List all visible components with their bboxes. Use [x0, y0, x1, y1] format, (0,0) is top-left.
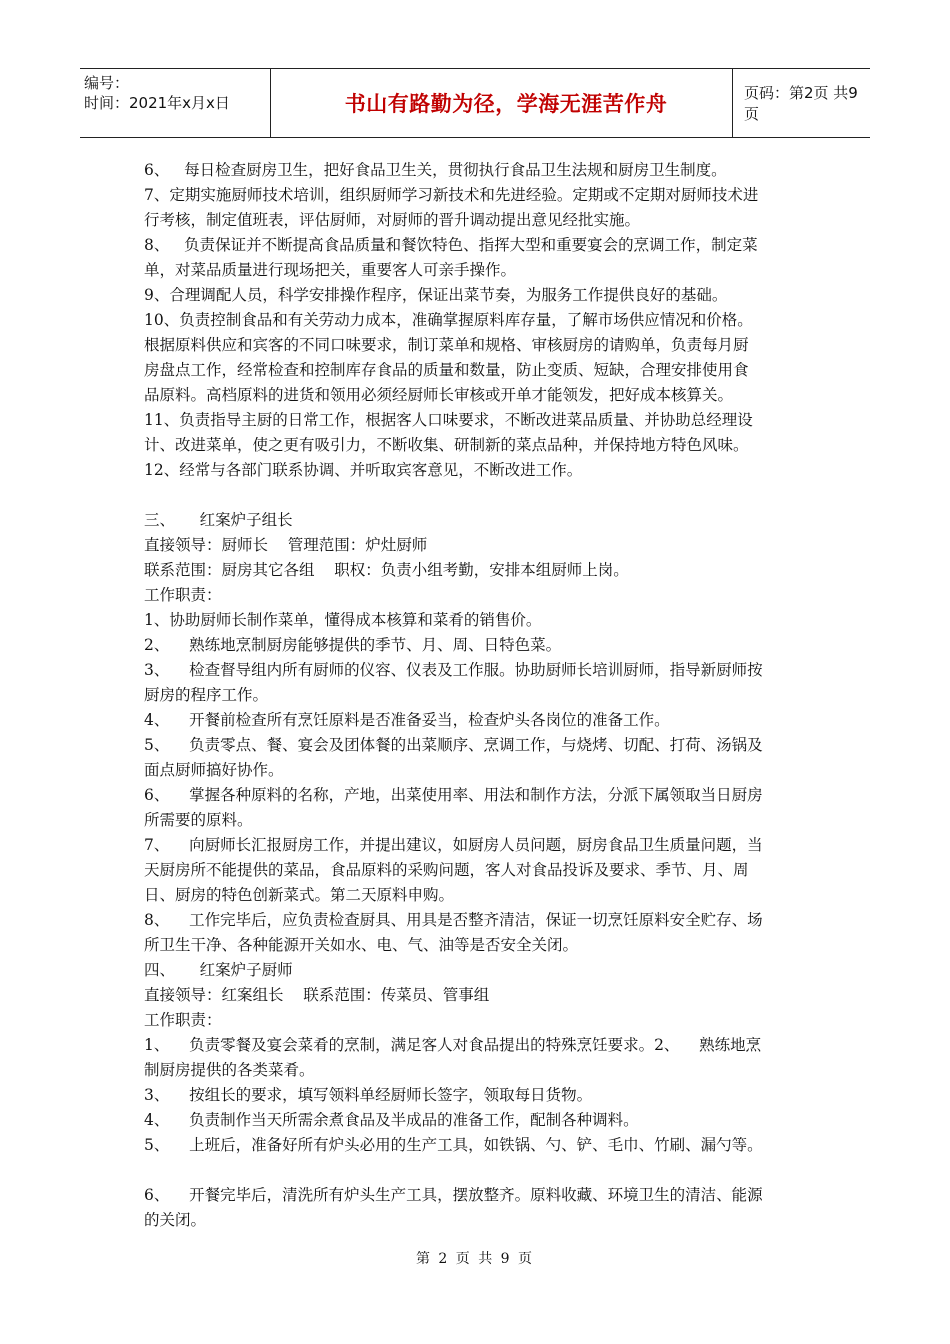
body-line: 工作职责：	[144, 586, 222, 604]
body-line: 制厨房提供的各类菜肴。	[144, 1061, 315, 1079]
body-line: 所需要的原料。	[144, 811, 253, 829]
body-line: 品原料。高档原料的进货和领用必须经厨师长审核或开单才能领发，把好成本核算关。	[144, 386, 734, 404]
body-line: 8、 工作完毕后，应负责检查厨具、用具是否整齐清洁，保证一切烹饪原料安全贮存、场	[144, 911, 763, 929]
page-footer: 第 2 页 共 9 页	[415, 1251, 535, 1267]
body-line: 根据原料供应和宾客的不同口味要求，制订菜单和规格、审核厨房的请购单，负责每月厨	[144, 336, 749, 354]
body-line: 四、 红案炉子厨师	[144, 961, 293, 979]
body-line: 的关闭。	[144, 1211, 207, 1229]
body-line: 三、 红案炉子组长	[144, 511, 293, 529]
body-line: 8、 负责保证并不断提高食品质量和餐饮特色、指挥大型和重要宴会的烹调工作，制定菜	[144, 236, 758, 254]
body-line: 6、 掌握各种原料的名称，产地，出菜使用率、用法和制作方法，分派下属领取当日厨房	[144, 786, 763, 804]
body-line: 面点厨师搞好协作。	[144, 761, 284, 779]
body-line: 7、定期实施厨师技术培训，组织厨师学习新技术和先进经验。定期或不定期对厨师技术进	[144, 186, 759, 204]
body-line: 9、合理调配人员，科学安排操作程序，保证出菜节奏，为服务工作提供良好的基础。	[144, 286, 728, 304]
body-line: 4、 开餐前检查所有烹饪原料是否准备妥当，检查炉头各岗位的准备工作。	[144, 711, 670, 729]
document-date-label: 时间：2021年x月x日	[84, 94, 230, 112]
body-line: 6、 开餐完毕后，清洗所有炉头生产工具，摆放整齐。原料收藏、环境卫生的清洁、能源	[144, 1186, 763, 1204]
body-line: 5、 上班后，准备好所有炉头必用的生产工具，如铁锅、勺、铲、毛巾、竹刷、漏勺等。	[144, 1136, 763, 1154]
body-line: 5、 负责零点、餐、宴会及团体餐的出菜顺序、烹调工作，与烧烤、切配、打荷、汤锅及	[144, 736, 763, 754]
body-line: 直接领导：红案组长 联系范围：传菜员、管事组	[144, 986, 490, 1004]
body-line: 房盘点工作，经常检查和控制库存食品的质量和数量，防止变质、短缺，合理安排使用食	[144, 361, 749, 379]
paragraph-gap	[144, 1158, 812, 1183]
body-line: 直接领导：厨师长 管理范围：炉灶厨师	[144, 536, 428, 554]
body-line: 天厨房所不能提供的菜品，食品原料的采购问题，客人对食品投诉及要求、季节、月、周	[144, 861, 749, 879]
body-line: 10、负责控制食品和有关劳动力成本，准确掌握原料库存量，了解市场供应情况和价格。	[144, 311, 753, 329]
header-page-number: 页码：第2页 共9页	[744, 84, 858, 123]
body-line: 行考核，制定值班表，评估厨师，对厨师的晋升调动提出意见经批实施。	[144, 211, 641, 229]
header-divider-left	[270, 69, 271, 137]
body-line: 工作职责：	[144, 1011, 222, 1029]
paragraph-gap	[144, 483, 812, 508]
document-number-label: 编号：	[84, 74, 130, 92]
body-line: 7、 向厨师长汇报厨房工作，并提出建议，如厨房人员问题，厨房食品卫生质量问题，当	[144, 836, 763, 854]
header-divider-right	[732, 69, 733, 137]
body-line: 2、 熟练地烹制厨房能够提供的季节、月、周、日特色菜。	[144, 636, 562, 654]
body-line: 单，对菜品质量进行现场把关，重要客人可亲手操作。	[144, 261, 517, 279]
body-line: 11、负责指导主厨的日常工作，根据客人口味要求，不断改进菜品质量、并协助总经理设	[144, 411, 753, 429]
document-body	[144, 158, 812, 1233]
header-meta	[84, 73, 270, 113]
page-header	[80, 68, 870, 138]
body-line: 4、 负责制作当天所需余煮食品及半成品的准备工作，配制各种调料。	[144, 1111, 639, 1129]
body-line: 1、 负责零餐及宴会菜肴的烹制，满足客人对食品提出的特殊烹饪要求。2、 熟练地烹	[144, 1036, 762, 1054]
body-line: 6、 每日检查厨房卫生，把好食品卫生关，贯彻执行食品卫生法规和厨房卫生制度。	[144, 161, 727, 179]
body-line: 计、改进菜单，使之更有吸引力，不断收集、研制新的菜点品种，并保持地方特色风味。	[144, 436, 749, 454]
body-line: 日、厨房的特色创新菜式。第二天原料申购。	[144, 886, 455, 904]
header-motto: 书山有路勤为径，学海无涯苦作舟	[344, 92, 668, 116]
body-line: 12、经常与各部门联系协调、并听取宾客意见，不断改进工作。	[144, 461, 583, 479]
body-line: 3、 检查督导组内所有厨师的仪容、仪表及工作服。协助厨师长培训厨师，指导新厨师按	[144, 661, 763, 679]
body-line: 所卫生干净、各种能源开关如水、电、气、油等是否安全关闭。	[144, 936, 579, 954]
body-line: 厨房的程序工作。	[144, 686, 269, 704]
body-line: 1、协助厨师长制作菜单，懂得成本核算和菜肴的销售价。	[144, 611, 542, 629]
body-line: 联系范围：厨房其它各组 职权：负责小组考勤，安排本组厨师上岗。	[144, 561, 629, 579]
body-line: 3、 按组长的要求，填写领料单经厨师长签字，领取每日货物。	[144, 1086, 593, 1104]
